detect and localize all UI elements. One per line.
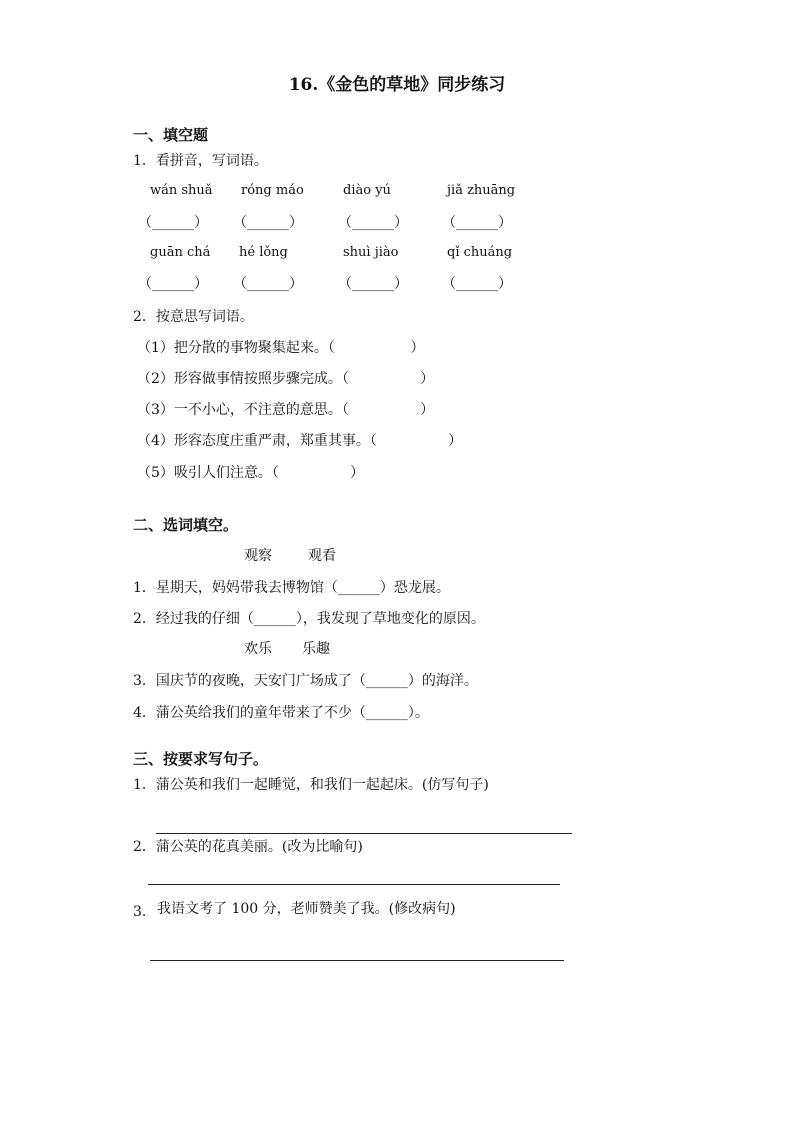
pinyin-2: róng máo [241,183,304,198]
answer-blank[interactable]: （______） [442,215,512,231]
question-1-label: 1．看拼音，写词语。 [133,153,268,169]
answer-blank[interactable]: （______） [233,215,303,231]
answer-blank[interactable]: （______） [338,276,408,292]
pinyin-7: shuì jiào [343,245,399,260]
section-2-heading: 二、选词填空。 [133,516,239,534]
rewrite-question-2: 2．蒲公英的花真美丽。(改为比喻句) [133,839,363,855]
word-choice-2: 观看 [308,548,336,564]
pinyin-4: jiǎ zhuāng [447,183,516,198]
word-choice-1: 观察 [244,548,272,564]
word-choice-4: 乐趣 [302,641,330,657]
pinyin-1: wán shuǎ [150,183,213,198]
definition-item-2: （2）形容做事情按照步骤完成。（ ） [137,371,435,387]
word-choice-3: 欢乐 [244,641,272,657]
definition-item-4: （4）形容态度庄重严肃，郑重其事。（ ） [137,433,463,449]
rewrite-question-1: 1．蒲公英和我们一起睡觉，和我们一起起床。(仿写句子) [133,777,489,793]
fill-sentence-1: 1．星期天，妈妈带我去博物馆（______）恐龙展。 [133,580,450,596]
rewrite-question-3-number: 3． [133,904,156,920]
answer-blank[interactable]: （______） [442,276,512,292]
answer-blank[interactable]: （______） [138,215,208,231]
answer-line-1[interactable] [156,833,572,834]
pinyin-6: hé lǒng [239,245,288,260]
answer-blank[interactable]: （______） [338,215,408,231]
fill-sentence-4: 4．蒲公英给我们的童年带来了不少（______）。 [133,705,429,721]
definition-item-5: （5）吸引人们注意。（ ） [137,465,365,481]
answer-blank[interactable]: （______） [233,276,303,292]
pinyin-8: qǐ chuáng [447,245,513,260]
fill-sentence-2: 2．经过我的仔细（______），我发现了草地变化的原因。 [133,611,485,627]
section-1-heading: 一、填空题 [133,126,209,144]
pinyin-5: guān chá [150,245,211,260]
question-2-label: 2．按意思写词语。 [133,309,254,325]
answer-line-2[interactable] [148,884,560,885]
section-3-heading: 三、按要求写句子。 [133,750,269,768]
definition-item-1: （1）把分散的事物聚集起来。（ ） [137,340,425,356]
pinyin-3: diào yú [343,183,391,198]
answer-blank[interactable]: （______） [138,276,208,292]
rewrite-question-3: 我语文考了 100 分，老师赞美了我。(修改病句) [157,901,456,917]
page-title: 16.《金色的草地》同步练习 [288,75,506,95]
definition-item-3: （3）一不小心，不注意的意思。（ ） [137,402,435,418]
fill-sentence-3: 3．国庆节的夜晚，天安门广场成了（______）的海洋。 [133,673,478,689]
answer-line-3[interactable] [150,960,564,961]
